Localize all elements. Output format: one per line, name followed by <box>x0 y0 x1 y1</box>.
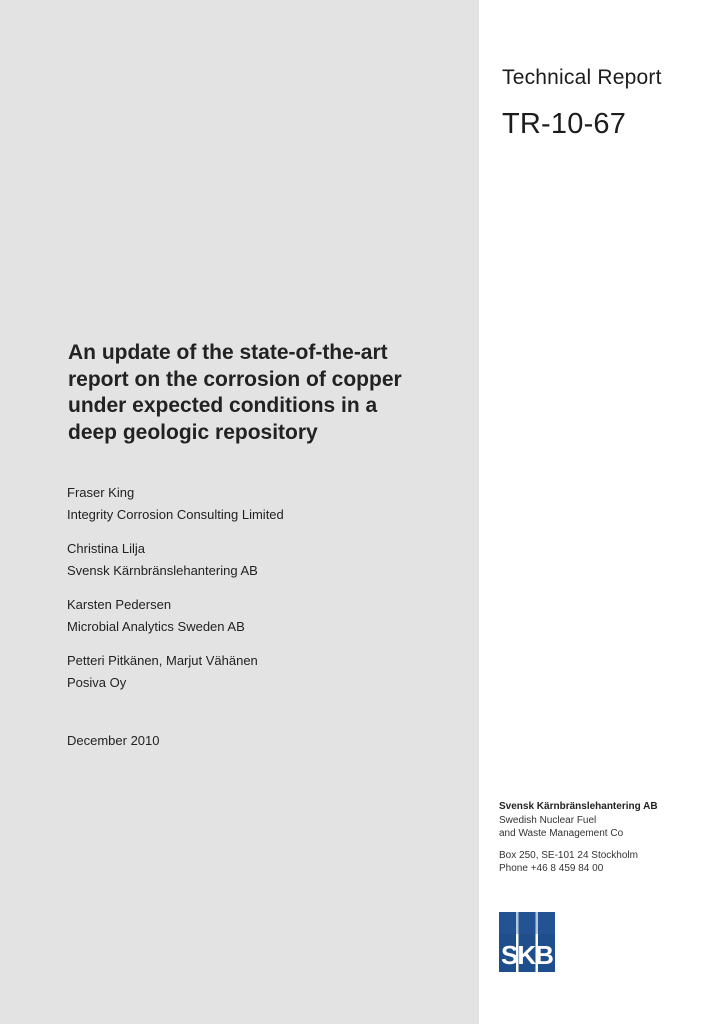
author-block <box>67 538 467 582</box>
report-type: Technical Report <box>502 66 662 89</box>
title-line: An update of the state-of-the-art <box>68 341 388 364</box>
author-list <box>67 482 467 706</box>
author-block <box>67 594 467 638</box>
author-name: Petteri Pitkänen, Marjut Vähänen <box>67 653 258 668</box>
author-block <box>67 650 467 694</box>
logo-text: SKB <box>501 940 553 970</box>
author-affiliation: Integrity Corrosion Consulting Limited <box>67 507 284 522</box>
title-line: deep geologic repository <box>68 420 318 444</box>
publisher-name: Svensk Kärnbränslehantering AB <box>499 801 658 812</box>
skb-logo-icon <box>499 912 555 972</box>
publisher-address: Box 250, SE-101 24 Stockholm <box>499 849 638 861</box>
publisher-phone: Phone +46 8 459 84 00 <box>499 863 604 874</box>
author-name: Fraser King <box>67 485 135 500</box>
author-name: Karsten Pedersen <box>67 597 172 612</box>
title-line: report on the corrosion of copper <box>68 367 402 391</box>
report-number: TR-10-67 <box>502 108 627 140</box>
publication-date: December 2010 <box>67 733 160 748</box>
author-block <box>67 482 467 526</box>
publisher-subtitle: and Waste Management Co <box>499 828 624 839</box>
publisher-info <box>499 800 709 876</box>
author-affiliation: Posiva Oy <box>67 675 127 690</box>
publisher-subtitle: Swedish Nuclear Fuel <box>499 814 597 826</box>
author-affiliation: Microbial Analytics Sweden AB <box>67 619 245 634</box>
author-name: Christina Lilja <box>67 541 146 556</box>
report-title <box>68 340 448 446</box>
author-affiliation: Svensk Kärnbränslehantering AB <box>67 563 258 578</box>
title-line: under expected conditions in a <box>68 394 378 417</box>
